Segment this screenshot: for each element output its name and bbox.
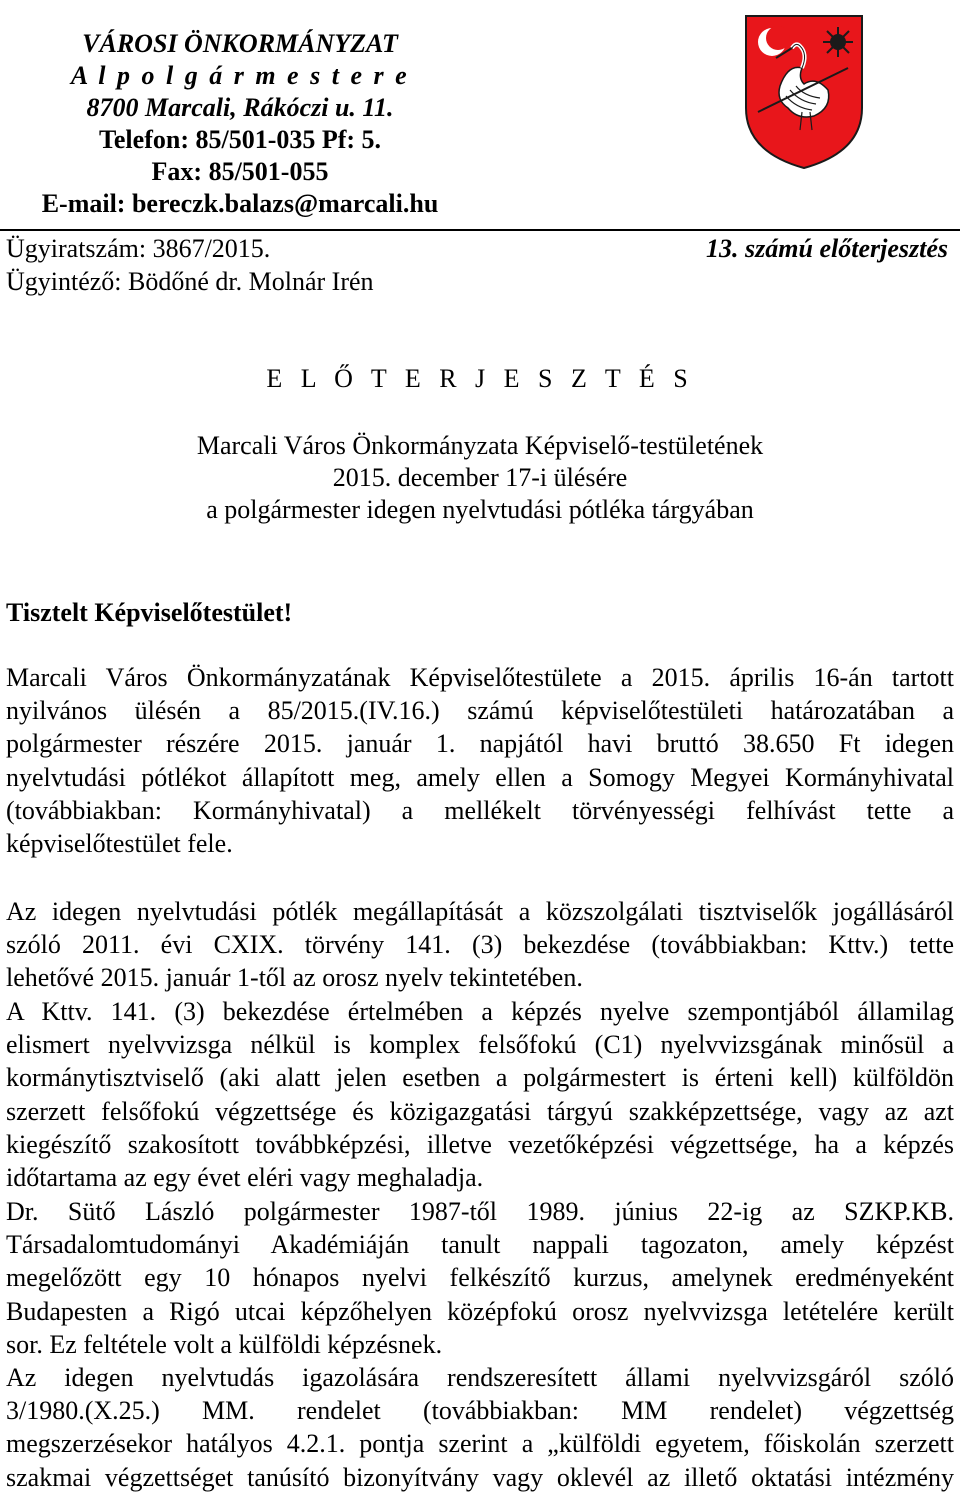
paragraph	[6, 895, 954, 995]
org-phone: Telefon: 85/501-035 Pf: 5.	[98, 125, 382, 154]
text-line: polgármester részére 2015. január 1. napjától havi bruttó 38.650 Ft idegen	[6, 729, 954, 759]
text-line: (továbbiakban: Kormányhivatal) a mellékelt törvényességi felhívást tette a	[6, 795, 954, 825]
text-line: 3/1980.(X.25.) MM. rendelet (továbbiakban: MM rendelet) végzettség	[6, 1396, 954, 1426]
subtitle-line: a polgármester idegen nyelvtudási pótléka tárgyában	[206, 495, 754, 524]
text-line: Dr. Sütő László polgármester 1987-től 1989. június 22-ig az SZKP.KB.	[6, 1197, 954, 1226]
subtitle-line: Marcali Város Önkormányzata Képviselő-testületének	[196, 431, 764, 460]
text-line: A Kttv. 141. (3) bekezdése értelmében a képzés nyelve szempontjából államilag	[6, 997, 954, 1026]
org-department: A l p o l g á r m e s t e r e	[70, 61, 410, 90]
text-line: nyelvtudási pótlékot állapított meg, amely ellen a Somogy Megyei Kormányhivatal	[6, 762, 954, 792]
text-line: nyilvános ülésén a 85/2015.(IV.16.) számú képviselőtestületi határozatában a	[6, 696, 954, 726]
paragraph	[6, 1195, 954, 1361]
header-divider	[0, 229, 960, 231]
text-line: szóló 2011. évi CXIX. törvény 141. (3) bekezdése (továbbiakban: Kttv.) tette	[6, 930, 954, 960]
paragraph	[6, 1361, 954, 1494]
subtitle-line: 2015. december 17-i ülésére	[332, 463, 628, 492]
org-name: VÁROSI ÖNKORMÁNYZAT	[82, 29, 398, 58]
text-line: megelőzött egy 10 hónapos nyelvi felkészítő kurzus, amelynek eredményeként	[6, 1263, 954, 1293]
text-line: kormánytisztviselő (aki alatt jelen esetben a polgármestert is érteni kell) külföldön	[6, 1063, 954, 1093]
proposal-number: 13. számú előterjesztés	[706, 234, 948, 263]
text-line: Az idegen nyelvtudás igazolására rendszeresített állami nyelvvizsgáról szóló	[6, 1363, 954, 1392]
letterhead	[0, 28, 480, 220]
text-line: Marcali Város Önkormányzatának Képviselőtestülete a 2015. április 16-án tartott	[6, 663, 954, 692]
text-line: időtartama az egy évet eléri vagy meghaladja.	[6, 1163, 484, 1193]
case-handler: Ügyintéző: Bödőné dr. Molnár Irén	[6, 267, 374, 296]
text-line: megszerzésekor hatályos 4.2.1. pontja szerint a „külföldi egyetem, főiskolán szerzett	[6, 1429, 954, 1459]
case-number: Ügyiratszám: 3867/2015.	[6, 234, 271, 263]
text-line: Társadalomtudományi Akadémiáján tanult nappali tagozaton, amely képzést	[6, 1230, 954, 1260]
salutation: Tisztelt Képviselőtestület!	[6, 598, 293, 627]
text-line: lehetővé 2015. január 1-től az orosz nyelv tekintetében.	[6, 963, 583, 993]
text-line: sor. Ez feltétele volt a külföldi képzésnek.	[6, 1329, 443, 1359]
text-line: kiegészítő szakosított továbbképzési, illetve vezetőképzési végzettsége, ha a képzés	[6, 1129, 954, 1159]
org-email: E-mail: bereczk.balazs@marcali.hu	[41, 189, 439, 218]
org-fax: Fax: 85/501-055	[151, 157, 329, 186]
coat-of-arms-icon	[742, 12, 866, 172]
paragraph	[6, 995, 954, 1194]
text-line: képviselőtestület fele.	[6, 829, 233, 859]
document-subtitle	[0, 430, 960, 526]
text-line: szakmai végzettséget tanúsító bizonyítvány vagy oklevél az illető oktatási intézmény	[6, 1462, 954, 1492]
text-line: elismert nyelvvizsga nélkül is komplex felsőfokú (C1) nyelvvizsgának minősül a	[6, 1030, 954, 1060]
paragraph	[6, 661, 954, 860]
case-info	[6, 232, 374, 298]
org-address: 8700 Marcali, Rákóczi u. 11.	[86, 93, 394, 122]
text-line: szerzett felsőfokú végzettsége és közigazgatási tárgyú szakképzettsége, vagy az azt	[6, 1096, 954, 1126]
text-line: Az idegen nyelvtudási pótlék megállapítását a közszolgálati tisztviselők jogállásáról	[6, 897, 954, 926]
text-line: Budapesten a Rigó utcai képzőhelyen középfokú orosz nyelvvizsga letételére került	[6, 1296, 954, 1326]
document-title: E L Ő T E R J E S Z T É S	[266, 364, 694, 393]
